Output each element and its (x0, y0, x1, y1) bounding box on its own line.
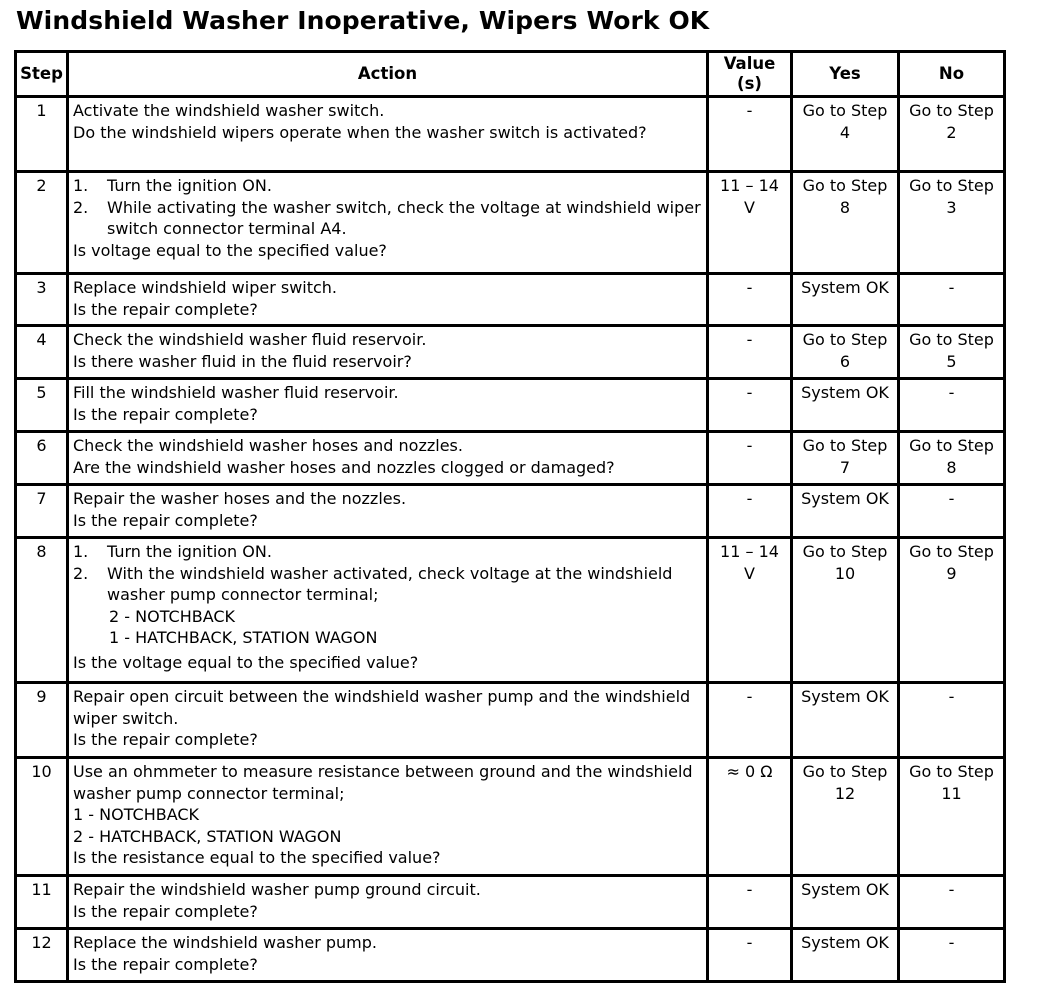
step-number: 3 (16, 274, 68, 326)
action-question: Is the resistance equal to the specified value? (73, 848, 441, 867)
body-style-option: 1 - NOTCHBACK (73, 805, 200, 824)
table-row (16, 172, 1005, 274)
value-cell: - (708, 326, 792, 379)
action-item (73, 541, 702, 563)
item-number: 1. (73, 176, 89, 195)
action-cell (68, 758, 708, 876)
action-text: Check the windshield washer fluid reservoir. (73, 330, 427, 349)
header-yes: Yes (792, 52, 899, 97)
action-question: Is the repair complete? (73, 404, 258, 424)
step-number: 9 (16, 683, 68, 758)
step-number: 7 (16, 485, 68, 538)
step-number: 8 (16, 538, 68, 683)
value-cell: - (708, 929, 792, 982)
action-text: Check the windshield washer hoses and nozzles. (73, 436, 463, 455)
step-number: 4 (16, 326, 68, 379)
action-question: Is the repair complete? (73, 510, 258, 530)
yes-cell: Go to Step 8 (792, 172, 899, 274)
yes-cell: System OK (792, 379, 899, 432)
table-row (16, 326, 1005, 379)
no-cell: Go to Step 3 (899, 172, 1005, 274)
value-cell: - (708, 97, 792, 172)
no-cell: Go to Step 8 (899, 432, 1005, 485)
yes-cell: System OK (792, 683, 899, 758)
table-row (16, 683, 1005, 758)
no-cell: Go to Step 11 (899, 758, 1005, 876)
action-cell (68, 876, 708, 929)
body-style-option: 2 - HATCHBACK, STATION WAGON (73, 826, 342, 846)
no-cell: - (899, 274, 1005, 326)
step-number: 5 (16, 379, 68, 432)
value-cell: 11 – 14 V (708, 172, 792, 274)
step-number: 11 (16, 876, 68, 929)
action-text: Use an ohmmeter to measure resistance between ground and the windshield washer pump connector terminal; (73, 762, 693, 803)
action-question: Is the repair complete? (73, 299, 258, 319)
page-title: Windshield Washer Inoperative, Wipers Work OK (16, 6, 710, 35)
yes-cell: Go to Step 12 (792, 758, 899, 876)
action-item (73, 197, 702, 240)
action-question: Is voltage equal to the specified value? (73, 240, 387, 260)
yes-cell: Go to Step 10 (792, 538, 899, 683)
action-cell (68, 432, 708, 485)
table-row (16, 379, 1005, 432)
item-text: With the windshield washer activated, check voltage at the windshield washer pump connector terminal; (107, 563, 673, 604)
header-row (16, 52, 1005, 97)
body-style-option: 1 - HATCHBACK, STATION WAGON (109, 628, 378, 647)
action-cell (68, 538, 708, 683)
action-text: Repair the windshield washer pump ground circuit. (73, 880, 481, 899)
yes-cell: Go to Step 6 (792, 326, 899, 379)
body-style-option: 2 - NOTCHBACK (109, 606, 236, 626)
step-number: 12 (16, 929, 68, 982)
action-question: Is the repair complete? (73, 954, 258, 974)
value-cell: - (708, 876, 792, 929)
table-row (16, 97, 1005, 172)
no-cell: - (899, 485, 1005, 538)
value-cell: - (708, 485, 792, 538)
action-cell (68, 683, 708, 758)
table-row (16, 485, 1005, 538)
item-text: Turn the ignition ON. (107, 176, 272, 195)
header-step: Step (16, 52, 68, 97)
action-text: Fill the windshield washer fluid reservoir. (73, 383, 399, 402)
item-number: 2. (73, 563, 89, 583)
no-cell: - (899, 683, 1005, 758)
table-row (16, 274, 1005, 326)
action-text: Replace the windshield washer pump. (73, 933, 377, 952)
no-cell: - (899, 379, 1005, 432)
action-cell (68, 326, 708, 379)
no-cell: - (899, 876, 1005, 929)
no-cell: - (899, 929, 1005, 982)
no-cell: Go to Step 2 (899, 97, 1005, 172)
action-question: Is the voltage equal to the specified value? (73, 652, 419, 672)
item-text: While activating the washer switch, check the voltage at windshield wiper switch connector terminal A4. (107, 197, 701, 238)
table-row (16, 432, 1005, 485)
action-cell (68, 172, 708, 274)
value-cell: 11 – 14 V (708, 538, 792, 683)
value-cell: - (708, 379, 792, 432)
header-value: Value (s) (708, 52, 792, 97)
action-question: Is the repair complete? (73, 901, 258, 921)
item-text: Turn the ignition ON. (107, 542, 272, 561)
table-row (16, 538, 1005, 683)
yes-cell: Go to Step 7 (792, 432, 899, 485)
value-cell: ≈ 0 Ω (708, 758, 792, 876)
table-row (16, 758, 1005, 876)
value-cell: - (708, 683, 792, 758)
yes-cell: Go to Step 4 (792, 97, 899, 172)
action-cell (68, 274, 708, 326)
table-row (16, 929, 1005, 982)
yes-cell: System OK (792, 929, 899, 982)
value-cell: - (708, 274, 792, 326)
no-cell: Go to Step 9 (899, 538, 1005, 683)
step-number: 6 (16, 432, 68, 485)
header-action: Action (68, 52, 708, 97)
item-number: 1. (73, 542, 89, 561)
action-question: Is there washer fluid in the fluid reservoir? (73, 351, 412, 371)
action-item (73, 175, 702, 197)
step-number: 2 (16, 172, 68, 274)
step-number: 1 (16, 97, 68, 172)
action-cell (68, 929, 708, 982)
table-row (16, 876, 1005, 929)
no-cell: Go to Step 5 (899, 326, 1005, 379)
action-text: Repair the washer hoses and the nozzles. (73, 489, 407, 508)
action-text: Activate the windshield washer switch. (73, 101, 385, 120)
action-text: Replace windshield wiper switch. (73, 278, 338, 297)
yes-cell: System OK (792, 876, 899, 929)
yes-cell: System OK (792, 274, 899, 326)
action-cell (68, 379, 708, 432)
value-cell: - (708, 432, 792, 485)
yes-cell: System OK (792, 485, 899, 538)
step-number: 10 (16, 758, 68, 876)
action-question: Do the windshield wipers operate when the washer switch is activated? (73, 122, 647, 142)
action-question: Are the windshield washer hoses and nozzles clogged or damaged? (73, 457, 615, 477)
diagnostic-table (14, 50, 1006, 983)
action-cell (68, 485, 708, 538)
action-question: Is the repair complete? (73, 730, 258, 749)
action-item (73, 563, 702, 606)
item-number: 2. (73, 197, 89, 217)
action-text: Repair open circuit between the windshield washer pump and the windshield wiper switch. (73, 687, 691, 728)
action-cell (68, 97, 708, 172)
header-no: No (899, 52, 1005, 97)
